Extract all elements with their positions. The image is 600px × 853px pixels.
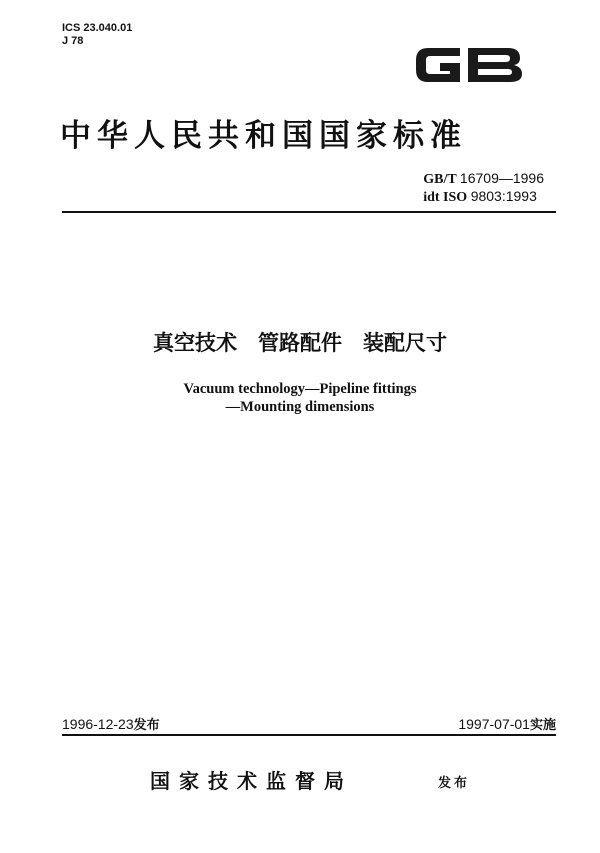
issuing-authority: 国家技术监督局 <box>150 769 353 793</box>
idt-prefix: idt ISO <box>423 190 468 205</box>
standard-number-line <box>423 170 544 188</box>
issue-date-label: 发布 <box>133 718 160 733</box>
bottom-divider <box>62 734 556 736</box>
idt-line <box>423 188 544 206</box>
standard-number: 16709—1996 <box>459 170 544 186</box>
standard-prefix: GB/T <box>423 172 457 187</box>
document-title-en-line1: Vacuum technology—Pipeline fittings <box>183 381 417 397</box>
document-title-en-line2: —Mounting dimensions <box>225 399 375 415</box>
document-title-en <box>0 380 600 416</box>
issue-date: 1996-12-23 <box>62 716 134 732</box>
top-divider <box>62 211 556 213</box>
standard-category-title: 中华人民共和国国家标准 <box>60 118 467 154</box>
issue-date-block <box>62 714 160 733</box>
idt-number: 9803:1993 <box>470 188 537 204</box>
implement-date-block <box>458 714 556 733</box>
classification-codes <box>62 22 132 48</box>
standard-number-block <box>423 170 544 206</box>
implement-date: 1997-07-01 <box>458 716 530 732</box>
ics-code: ICS 23.040.01 <box>62 22 133 34</box>
implement-date-label: 实施 <box>529 718 556 733</box>
issuing-label: 发布 <box>438 776 471 791</box>
gb-logo <box>410 40 526 90</box>
ccs-code: J 78 <box>62 35 84 47</box>
document-title-cn: 真空技术 管路配件 装配尺寸 <box>153 331 447 355</box>
